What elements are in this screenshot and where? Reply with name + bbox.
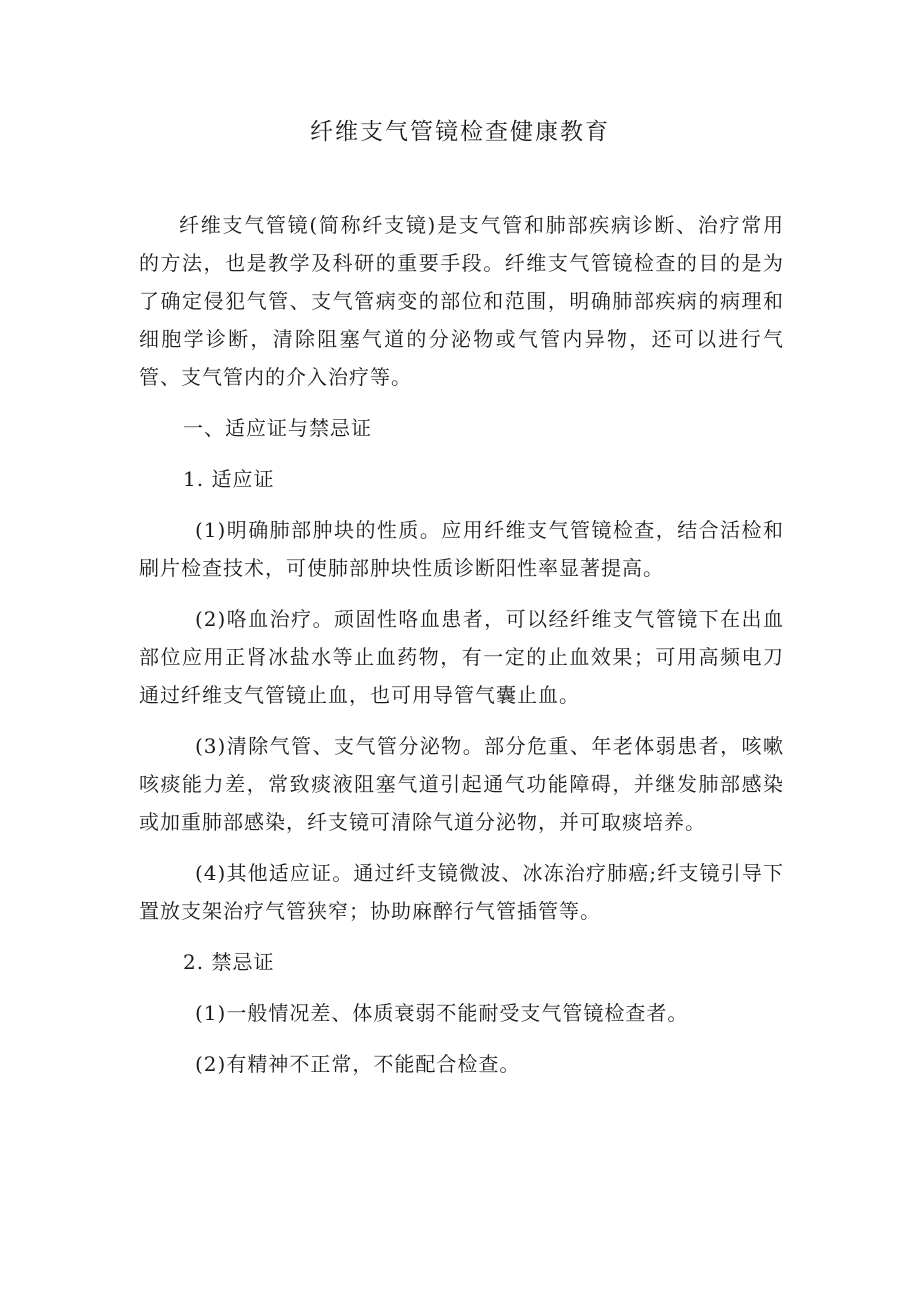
subheading-indications: 1. 适应证	[183, 467, 275, 491]
document-body	[139, 206, 784, 1096]
intro-paragraph: 纤维支气管镜(简称纤支镜)是支气管和肺部疾病诊断、治疗常用的方法，也是教学及科研的重要手段。纤维支气管镜检查的目的是为了确定侵犯气管、支气管病变的部位和范围，明确肺部疾病的病理和细胞学诊断，清除阻塞气道的分泌物或气管内异物，还可以进行气管、支气管内的介入治疗等。	[139, 213, 784, 389]
contraindication-item: (2)有精神不正常，不能配合检查。	[195, 1052, 521, 1076]
indication-item: (3)清除气管、支气管分泌物。部分危重、年老体弱患者，咳嗽咳痰能力差，常致痰液阻塞气道引起通气功能障碍，并继发肺部感染或加重肺部感染，纤支镜可清除气道分泌物，并可取痰培养。	[139, 734, 784, 834]
contraindication-item: (1)一般情况差、体质衰弱不能耐受支气管镜检查者。	[195, 1001, 689, 1025]
document-title: 纤维支气管镜检查健康教育	[310, 119, 610, 145]
indication-item: (4)其他适应证。通过纤支镜微波、冰冻治疗肺癌;纤支镜引导下置放支架治疗气管狭窄；协助麻醉行气管插管等。	[139, 861, 784, 923]
indication-item: (1)明确肺部肿块的性质。应用纤维支气管镜检查，结合活检和刷片检查技术，可使肺部肿块性质诊断阳性率显著提高。	[139, 518, 784, 580]
indication-item: (2)咯血治疗。顽固性咯血患者，可以经纤维支气管镜下在出血部位应用正肾冰盐水等止血药物，有一定的止血效果；可用高频电刀通过纤维支气管镜止血，也可用导管气囊止血。	[139, 607, 784, 707]
section-heading-indications-contraindications: 一、适应证与禁忌证	[183, 416, 372, 440]
subheading-contraindications: 2. 禁忌证	[183, 950, 275, 974]
